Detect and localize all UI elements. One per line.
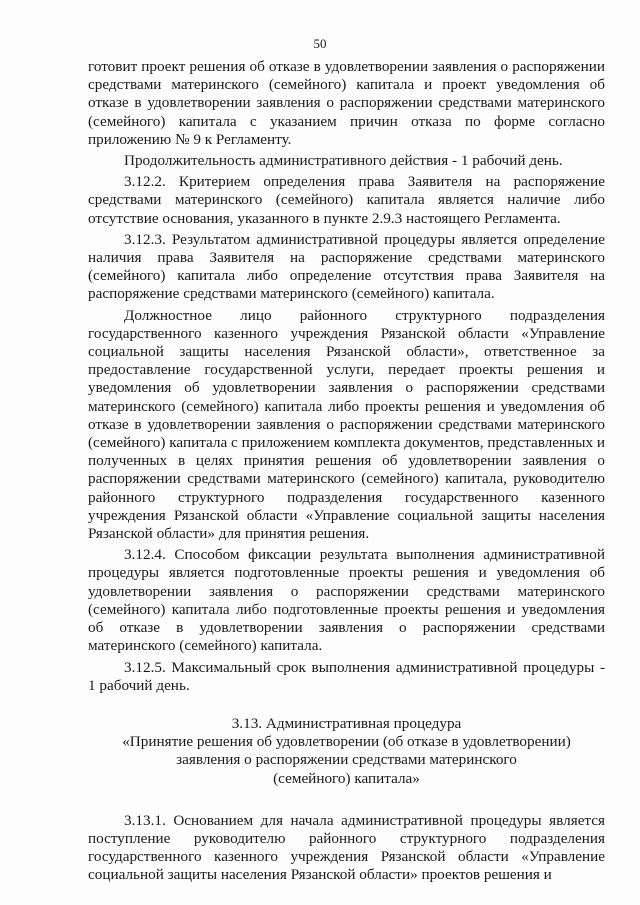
- section-heading-line-4: (семейного) капитала»: [273, 769, 420, 787]
- section-heading-line-1: 3.13. Административная процедура: [231, 714, 462, 732]
- paragraph-3-12-3: 3.12.3. Результатом административной процедуры является определение наличия права Заявителя на распоряжение средствами материнского (семейного) капитала либо определение отсутствия права Заявителя на распоряжение средствами материнского (семейного) капитала.: [88, 230, 605, 303]
- section-heading: [88, 715, 605, 788]
- paragraph-duration: Продолжительность административного действия - 1 рабочий день.: [124, 152, 563, 170]
- document-body: [88, 58, 605, 885]
- paragraph-3-12-2: 3.12.2. Критерием определения права Заявителя на распоряжение средствами материнского (семейного) капитала является наличие либо отсутствие основания, указанного в пункте 2.9.3 настоящего Регламента.: [88, 173, 605, 227]
- page-number: 50: [313, 36, 327, 51]
- section-heading-line-2: «Принятие решения об удовлетворении (об отказе в удовлетворении): [122, 733, 571, 751]
- paragraph-official: Должностное лицо районного структурного подразделения государственного казенного учреждения Рязанской области «Управление социальной защиты населения Рязанской области», ответственное за предоставление государственной услуги, передает проекты решения и уведомления об удовлетворении заявления о распоряжении средствами материнского (семейного) капитала либо проекты решения и уведомления об отказе в удовлетворении заявления о распоряжении средствами материнского (семейного) капитала с приложением комплекта документов, представленных и полученных в целях принятия решения об удовлетворении заявления о распоряжении средствами материнского (семейного) капитала, руководителю районного структурного подразделения государственного казенного учреждения Рязанской области «Управление социальной защиты населения Рязанской области» для принятия решения.: [88, 306, 605, 543]
- paragraph-3-12-4: 3.12.4. Способом фиксации результата выполнения административной процедуры является подготовленные проекты решения и уведомления об удовлетворении заявления о распоряжении средствами материнского (семейного) капитала либо подготовленные проекты решения и уведомления об отказе в удовлетворении заявления о распоряжении средствами материнского (семейного) капитала.: [88, 546, 605, 655]
- paragraph-continued: готовит проект решения об отказе в удовлетворении заявления о распоряжении средствами материнского (семейного) капитала и проект уведомления об отказе в удовлетворении заявления о распоряжении средствами материнского (семейного) капитала с указанием причин отказа по форме согласно приложению № 9 к Регламенту.: [88, 58, 605, 148]
- section-heading-line-3: заявления о распоряжении средствами материнского: [176, 751, 517, 769]
- paragraph-3-13-1: 3.13.1. Основанием для начала административной процедуры является поступление руководителю районного структурного подразделения государственного казенного учреждения Рязанской области «Управление социальной защиты населения Рязанской области» проектов решения и: [88, 811, 605, 884]
- paragraph-3-12-5: 3.12.5. Максимальный срок выполнения административной процедуры - 1 рабочий день.: [88, 658, 605, 694]
